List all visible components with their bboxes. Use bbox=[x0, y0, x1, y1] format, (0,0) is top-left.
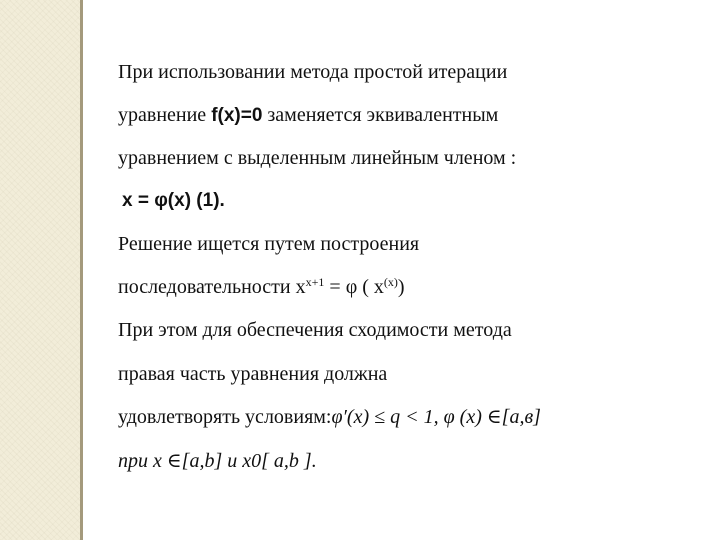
text-line-1: При использовании метода простой итерации bbox=[118, 61, 508, 83]
text-line-5: Решение ищется путем построения bbox=[118, 233, 420, 255]
text-line-6-mid: = φ ( x bbox=[324, 276, 384, 298]
equation-1: x = φ(x) (1). bbox=[122, 190, 225, 211]
sidebar-divider bbox=[80, 0, 83, 540]
text-line-2-pre: уравнение bbox=[118, 104, 212, 126]
text-line-10: при x ∈[a,b] и x0[ a,b ]. bbox=[118, 450, 317, 472]
text-line-6 bbox=[118, 275, 405, 299]
text-line-8: правая часть уравнения должна bbox=[118, 363, 388, 385]
text-line-9 bbox=[118, 405, 541, 429]
text-line-2 bbox=[118, 103, 498, 128]
text-line-9-pre: удовлетворять условиям: bbox=[118, 406, 332, 428]
text-line-6-post: ) bbox=[397, 276, 405, 298]
text-line-7: При этом для обеспечения сходимости метода bbox=[118, 319, 512, 341]
superscript-2: (x) bbox=[383, 275, 398, 289]
text-line-6-pre: последовательности x bbox=[118, 276, 306, 298]
condition-formula: φ′(x) ≤ q < 1, φ (x) ∈[a,в] bbox=[331, 406, 541, 428]
text-line-2-post: заменяется эквивалентным bbox=[262, 104, 499, 126]
equation-fx: f(x)=0 bbox=[211, 105, 263, 126]
text-line-3: уравнением с выделенным линейным членом : bbox=[118, 147, 517, 169]
superscript-1: x+1 bbox=[305, 275, 325, 289]
decorative-sidebar bbox=[0, 0, 80, 540]
